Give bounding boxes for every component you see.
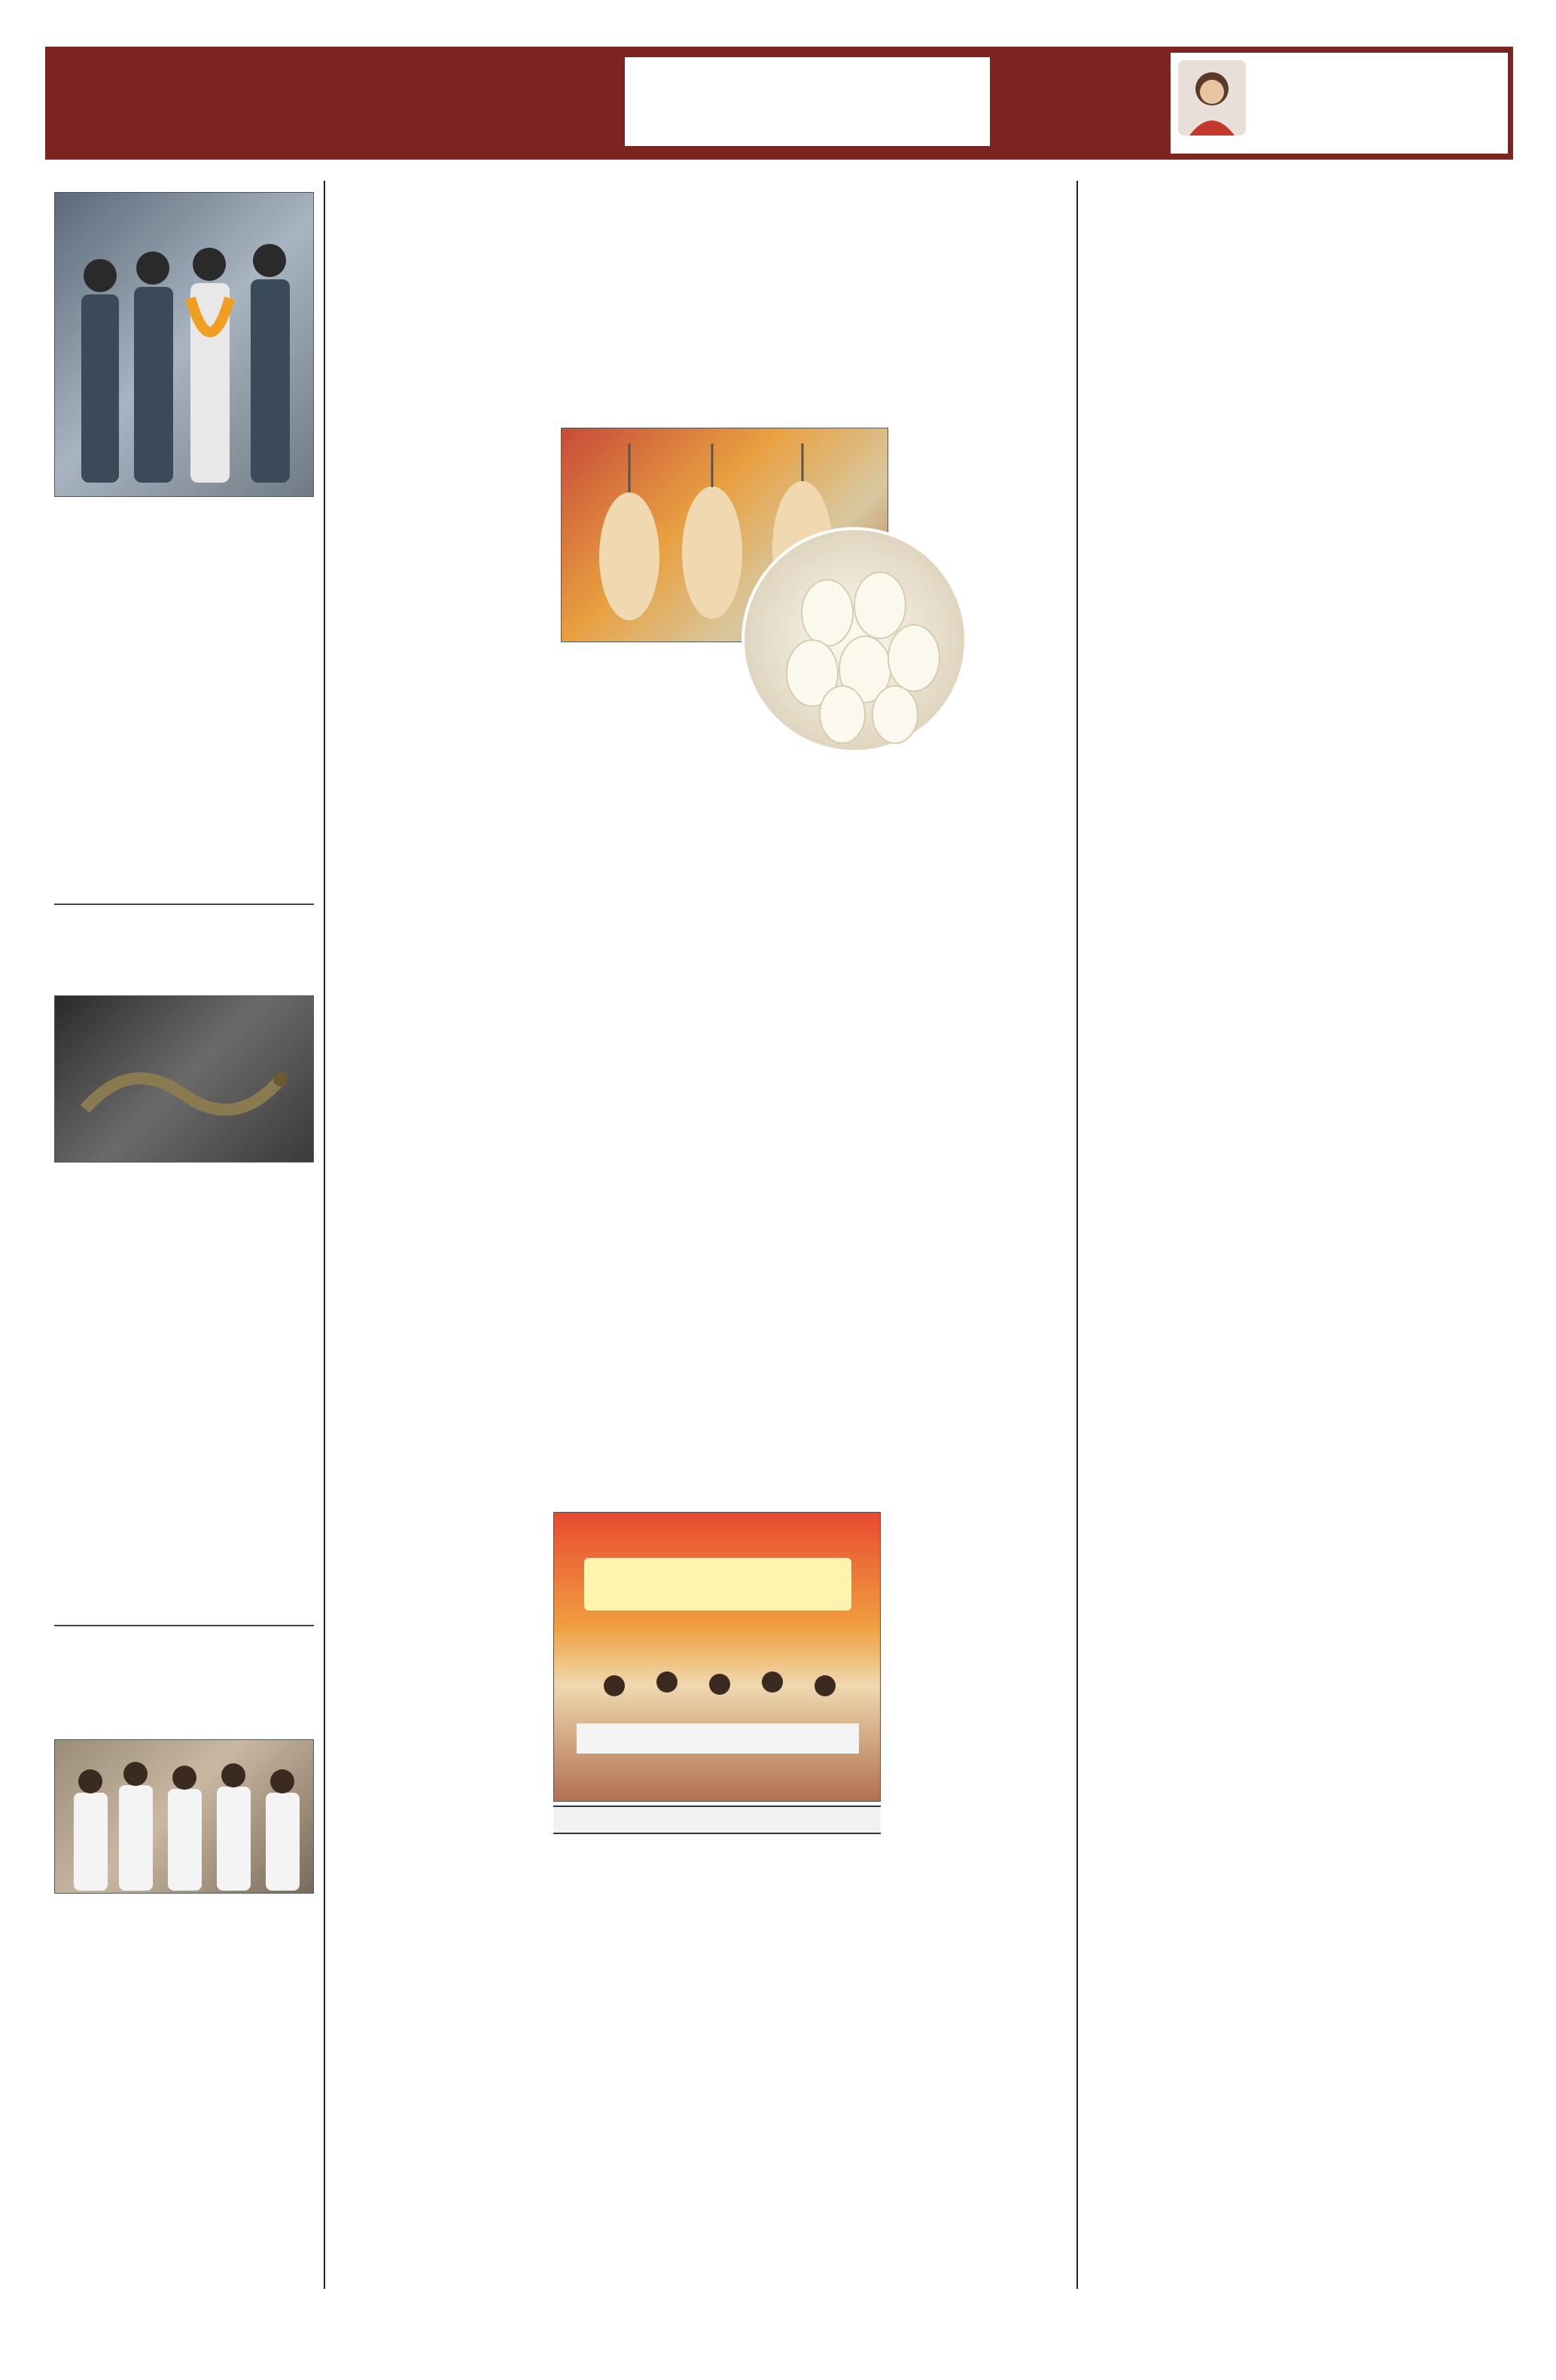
- logo-name: [1178, 136, 1246, 151]
- story-divider: [54, 904, 314, 905]
- story3-headline-2: [54, 1664, 314, 1697]
- hindu-story-col1: [335, 1512, 546, 2062]
- photo-python-on-road: [54, 995, 314, 1163]
- egg-story-col2: [903, 666, 1069, 1372]
- day-name: [267, 60, 531, 105]
- story2-body: [54, 1169, 314, 1619]
- chicken-story-col1: [335, 433, 553, 1374]
- story-divider: [54, 1625, 314, 1626]
- story2-headline-1: [54, 911, 314, 949]
- column-rule-right: [1076, 181, 1078, 2289]
- hindu-story-col2: [888, 1512, 1069, 2062]
- logo-tagline: [1253, 128, 1502, 151]
- page-number: [53, 60, 158, 147]
- section-title-en: [625, 57, 990, 110]
- story1-subhead-2: [54, 599, 314, 625]
- photo-hindu-sammelanam: [553, 1512, 881, 1802]
- hindu-headline-2: [335, 1426, 1069, 1501]
- section-title-te: [625, 105, 990, 147]
- story3-body: [54, 1899, 314, 2294]
- story2-headline-2: [54, 950, 314, 988]
- photo-gokavaram-felicitation: [54, 192, 314, 497]
- photo-tdp-felicitation: [54, 1739, 314, 1894]
- story1-headline-2: [54, 538, 314, 572]
- issue-date: [215, 105, 531, 152]
- main-subheadline: [376, 316, 1039, 407]
- hindu-photo-caption: [553, 1806, 881, 1834]
- main-headline: [331, 188, 1084, 316]
- story3-headline-3: [54, 1697, 314, 1730]
- hindu-story-col1-cont: [553, 1839, 881, 2062]
- egg-story-col1: [741, 760, 896, 1372]
- logo-portrait-icon: [1178, 60, 1246, 136]
- chicken-story-col2: [561, 649, 730, 1372]
- logo-title: [1253, 57, 1502, 125]
- column-rule-left: [324, 181, 325, 2289]
- story1-body: [54, 629, 314, 899]
- story1-headline-1: [54, 504, 314, 538]
- hindu-headline-1: [335, 1376, 1069, 1425]
- story3-headline-1: [54, 1631, 314, 1664]
- story1-subhead-1: [54, 574, 314, 599]
